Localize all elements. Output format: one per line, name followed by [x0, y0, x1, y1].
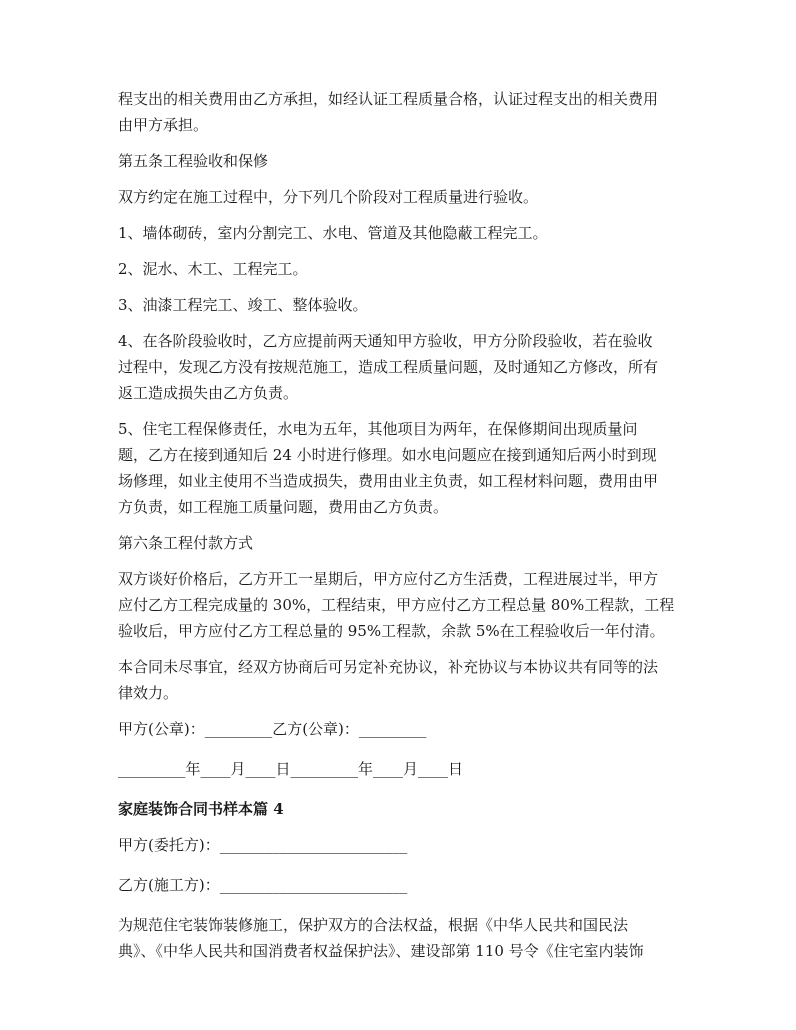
list-item-3 [118, 292, 688, 318]
paragraph-inspection-stages [118, 184, 688, 210]
text-line: 第五条工程验收和保修 [118, 152, 269, 170]
heading-text: 家庭装饰合同书样本篇 4 [118, 800, 284, 818]
text-line: 2、泥水、木工、工程完工。 [118, 260, 308, 278]
text-line: 返工造成损失由乙方负责。 [118, 384, 299, 402]
paragraph-certification-cost [118, 86, 688, 138]
text-line: 3、油漆工程完工、竣工、整体验收。 [118, 296, 368, 314]
text-line: _________年____月____日_________年____月____日 [118, 760, 464, 778]
article-5-heading [118, 148, 688, 174]
list-item-2 [118, 256, 688, 282]
text-line: 律效力。 [118, 684, 179, 702]
paragraph-supplement [118, 654, 688, 706]
text-line: 为规范住宅装饰装修施工，保护双方的合法权益，根据《中华人民共和国民法 [118, 916, 629, 934]
text-line: 1、墙体砌砖，室内分割完工、水电、管道及其他隐蔽工程完工。 [118, 224, 548, 242]
text-line: 双方约定在施工过程中，分下列几个阶段对工程质量进行验收。 [118, 188, 539, 206]
document-body [118, 86, 688, 974]
list-item-5 [118, 416, 688, 520]
text-line: 乙方(施工方)：_________________________ [118, 876, 408, 894]
text-line: 验收后，甲方应付乙方工程总量的 95%工程款，余款 5%在工程验收后一年付清。 [118, 622, 665, 640]
text-line: 题，乙方在接到通知后 24 小时进行修理。如水电问题应在接到通知后两小时到现 [118, 446, 657, 464]
text-line: 本合同未尽事宜，经双方协商后可另定补充协议，补充协议与本协议共有同等的法 [118, 658, 659, 676]
paragraph-intro [118, 912, 688, 964]
list-item-4 [118, 328, 688, 406]
text-line: 第六条工程付款方式 [118, 534, 254, 552]
text-line: 5、住宅工程保修责任，水电为五年，其他项目为两年，在保修期间出现质量问 [118, 420, 638, 438]
text-line: 典》、《中华人民共和国消费者权益保护法》、建设部第 110 号令《住宅室内装饰 [118, 942, 644, 960]
text-line: 程支出的相关费用由乙方承担，如经认证工程质量合格，认证过程支出的相关费用 [118, 90, 659, 108]
text-line: 甲方(委托方)：_________________________ [118, 836, 408, 854]
text-line: 应付乙方工程完成量的 30%，工程结束，甲方应付乙方工程总量 80%工程款，工程 [118, 596, 675, 614]
party-b-line [118, 872, 688, 898]
signature-seal-line [118, 716, 688, 742]
list-item-1 [118, 220, 688, 246]
text-line: 方负责，如工程施工质量问题，费用由乙方负责。 [118, 498, 449, 516]
signature-date-line [118, 756, 688, 782]
text-line: 由甲方承担。 [118, 116, 209, 134]
text-line: 双方谈好价格后，乙方开工一星期后，甲方应付乙方生活费，工程进展过半，甲方 [118, 570, 659, 588]
text-line: 过程中，发现乙方没有按规范施工，造成工程质量问题，及时通知乙方修改，所有 [118, 358, 659, 376]
text-line: 4、在各阶段验收时，乙方应提前两天通知甲方验收，甲方分阶段验收，若在验收 [118, 332, 653, 350]
party-a-line [118, 832, 688, 858]
section-heading [118, 796, 688, 822]
text-line: 场修理，如业主使用不当造成损失，费用由业主负责，如工程材料问题，费用由甲 [118, 472, 659, 490]
text-line: 甲方(公章)：_________乙方(公章)：_________ [118, 720, 427, 738]
article-6-heading [118, 530, 688, 556]
paragraph-payment-terms [118, 566, 688, 644]
